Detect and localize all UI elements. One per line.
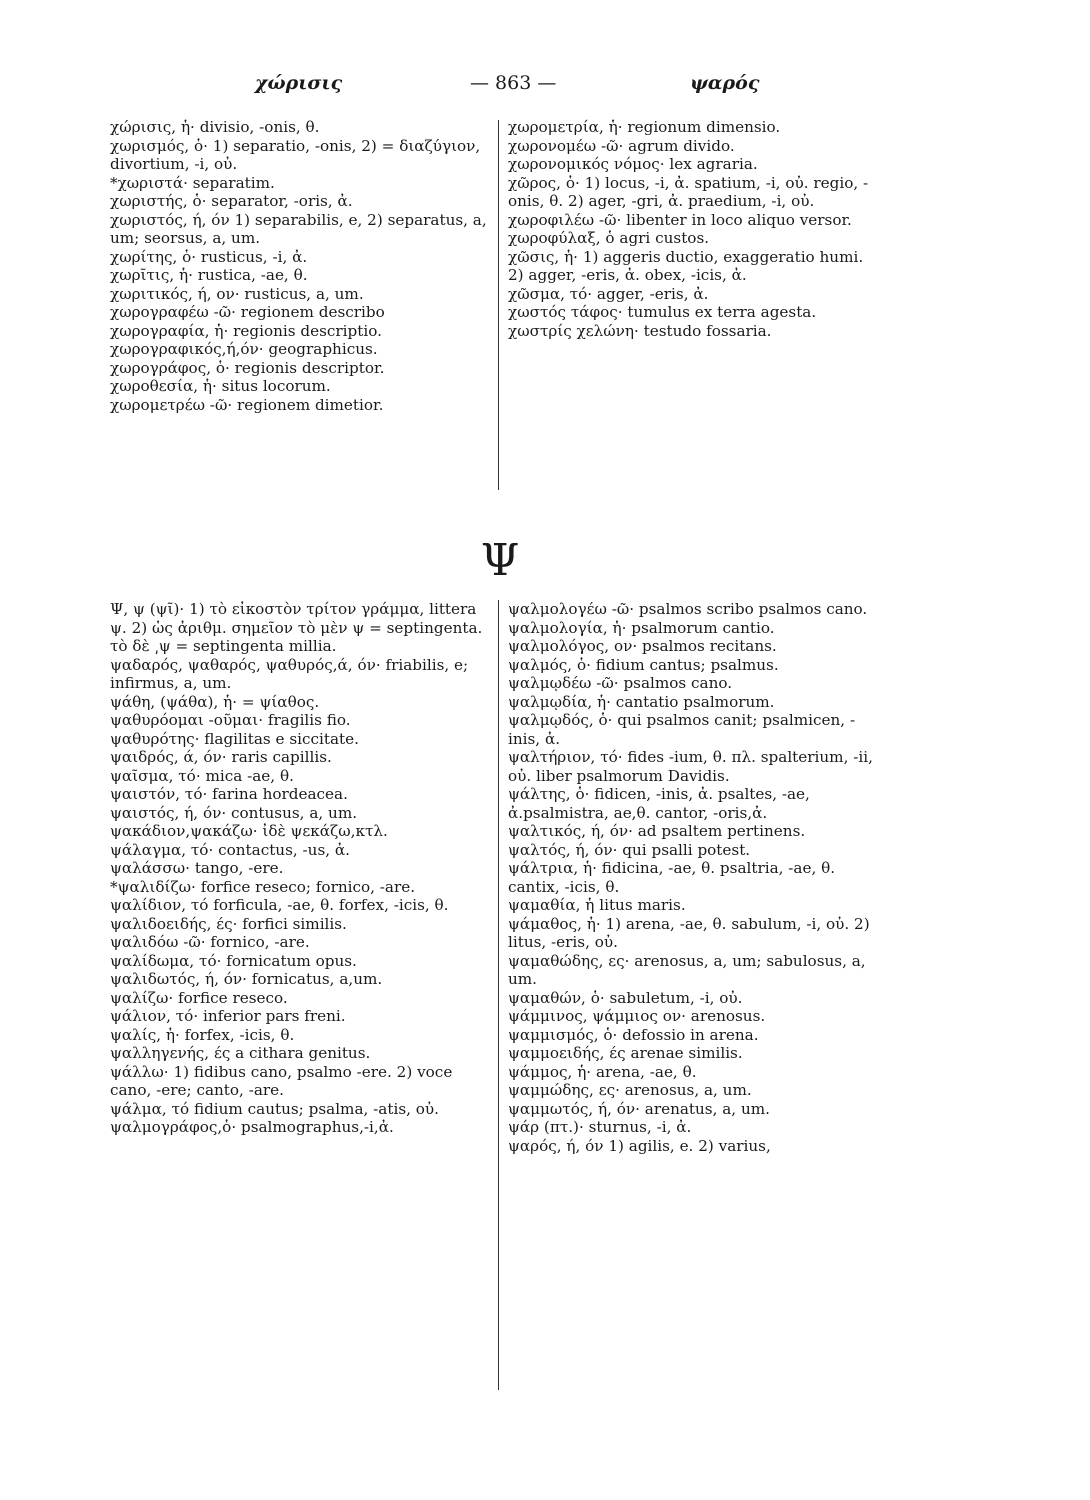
dictionary-entry: χωστός τάφος· tumulus ex terra agesta.: [508, 303, 817, 321]
dictionary-entry: χωριτικός, ή, ον· rusticus, a, um.: [110, 284, 364, 303]
dictionary-entry: χῶσις, ἡ· 1) aggeris ductio, exaggeratio humi. 2) agger, -eris, ἀ. obex, -icis, ἀ.: [508, 247, 864, 284]
page-number: — 863 —: [470, 72, 557, 94]
dictionary-entry: ψάλαγμα, τό· contactus, -us, ἀ.: [110, 840, 350, 859]
dictionary-entry: χωρογραφία, ἡ· regionis descriptio.: [110, 321, 382, 340]
column-divider: [498, 600, 499, 1390]
dictionary-entry: ψαλτός, ή, όν· qui psalli potest.: [508, 840, 751, 859]
dictionary-entry: ψαμμοειδής, ές arenae similis.: [508, 1044, 743, 1062]
dictionary-entry: χωροφιλέω -ῶ· libenter in loco aliquo versor.: [508, 210, 852, 229]
dictionary-entry: ψαλιδοειδής, ές· forfici similis.: [110, 914, 347, 933]
dictionary-entry: ψαδαρός, ψαθαρός, ψαθυρός,ά, όν· friabilis, e; infirmus, a, um.: [110, 655, 469, 692]
dictionary-entry: ψαιστός, ή, όν· contusus, a, um.: [110, 803, 358, 822]
bottom-left-column: [110, 600, 488, 1137]
dictionary-entry: ψάλτρια, ἡ· fidicina, -ae, θ. psaltria, -ae, θ. cantix, -icis, θ.: [508, 859, 836, 896]
dictionary-entry: ψαμαθών, ὁ· sabuletum, -i, οὐ.: [508, 988, 743, 1007]
dictionary-entry: ψακάδιον,ψακάζω· ἰδὲ ψεκάζω,κτλ.: [110, 822, 388, 840]
dictionary-entry: ψαθυρόομαι -οῦμαι· fragilis fio.: [110, 711, 351, 729]
header-first-word: χώρισις: [255, 72, 343, 94]
dictionary-entry: ψάμαθος, ἡ· 1) arena, -ae, θ. sabulum, -i, οὐ. 2) litus, -eris, οὐ.: [508, 914, 870, 951]
dictionary-entry: χωροθεσία, ἡ· situs locorum.: [110, 377, 331, 395]
header-last-word: ψαρός: [690, 72, 760, 94]
dictionary-entry: ψαμμωτός, ή, όν· arenatus, a, um.: [508, 1099, 770, 1118]
dictionary-entry: χωροφύλαξ, ὁ agri custos.: [508, 229, 710, 247]
dictionary-entry: χωριστής, ὁ· separator, -oris, ἀ.: [110, 192, 353, 210]
dictionary-entry: ψαλμολογέω -ῶ· psalmos scribo psalmos cano.: [508, 600, 868, 618]
dictionary-entry: ψαμμισμός, ὁ· defossio in arena.: [508, 1025, 759, 1044]
dictionary-entry: ψαλάσσω· tango, -ere.: [110, 859, 284, 877]
dictionary-entry: χωρονομέω -ῶ· agrum divido.: [508, 136, 735, 155]
dictionary-entry: ψάλιον, τό· inferior pars freni.: [110, 1007, 346, 1025]
dictionary-entry: ψαλιδόω -ῶ· fornico, -are.: [110, 933, 310, 951]
dictionary-entry: χωρίτης, ὁ· rusticus, -i, ἀ.: [110, 247, 308, 266]
dictionary-entry: ψάμμος, ἡ· arena, -ae, θ.: [508, 1062, 697, 1081]
dictionary-entry: ψαλτήριον, τό· fides -ium, θ. πλ. spalterium, -ii, οὐ. liber psalmorum Davidis.: [508, 748, 873, 785]
dictionary-entry: ψάλτης, ὁ· fidicen, -inis, ἀ. psaltes, -ae, ἀ.psalmistra, ae,θ. cantor, -oris,ἀ.: [508, 785, 810, 822]
column-divider: [498, 120, 499, 490]
dictionary-entry: ψαρός, ή, όν 1) agilis, e. 2) varius,: [508, 1136, 771, 1155]
dictionary-entry: ψαλμός, ὁ· fidium cantus; psalmus.: [508, 655, 779, 674]
dictionary-entry: ψαλμογράφος,ὁ· psalmographus,-i,ἀ.: [110, 1118, 394, 1136]
dictionary-entry: *ψαλιδίζω· forfice reseco; fornico, -are.: [110, 877, 416, 896]
dictionary-entry: ψαλιδωτός, ή, όν· fornicatus, a,um.: [110, 970, 383, 988]
dictionary-entry: ψαιδρός, ά, όν· raris capillis.: [110, 748, 332, 766]
dictionary-entry: *χωριστά· separatim.: [110, 173, 275, 192]
top-right-column: [508, 118, 873, 340]
dictionary-entry: χῶσμα, τό· agger, -eris, ἀ.: [508, 284, 709, 303]
bottom-right-column: [508, 600, 873, 1155]
dictionary-entry: ψάρ (πτ.)· sturnus, -i, ἀ.: [508, 1118, 692, 1136]
dictionary-entry: χωρομετρέω -ῶ· regionem dimetior.: [110, 395, 384, 414]
dictionary-entry: ψαλμολογία, ἡ· psalmorum cantio.: [508, 618, 775, 637]
dictionary-entry: χώρισις, ἡ· divisio, -onis, θ.: [110, 118, 320, 136]
dictionary-entry: ψαθυρότης· flagilitas e siccitate.: [110, 729, 359, 748]
dictionary-entry: χωστρίς χελώνη· testudo fossaria.: [508, 321, 772, 340]
dictionary-entry: ψαλίς, ἡ· forfex, -icis, θ.: [110, 1025, 295, 1044]
dictionary-entry: ψάλμα, τό fidium cautus; psalma, -atis, οὐ.: [110, 1099, 439, 1118]
page-header: [0, 72, 1090, 102]
dictionary-entry: χωρογράφος, ὁ· regionis descriptor.: [110, 358, 385, 377]
section-letter-heading: Ψ: [480, 535, 520, 586]
dictionary-entry: χωρογραφέω -ῶ· regionem describo: [110, 303, 385, 321]
dictionary-entry: χωρονομικός νόμος· lex agraria.: [508, 155, 758, 173]
dictionary-entry: ψαμμώδης, ες· arenosus, a, um.: [508, 1081, 752, 1099]
dictionary-entry: ψαλίδωμα, τό· fornicatum opus.: [110, 951, 357, 970]
dictionary-entry: ψαλμολόγος, ον· psalmos recitans.: [508, 637, 777, 655]
dictionary-entry: χωριστός, ή, όν 1) separabilis, e, 2) separatus, a, um; seorsus, a, um.: [110, 210, 487, 247]
dictionary-entry: χῶρος, ὁ· 1) locus, -i, ἀ. spatium, -i, οὐ. regio, -onis, θ. 2) ager, -gri, ἀ. praedium, -i, οὐ.: [508, 173, 869, 210]
dictionary-entry: ψαλτικός, ή, όν· ad psaltem pertinens.: [508, 822, 806, 840]
dictionary-entry: ψαλληγενής, ές a cithara genitus.: [110, 1044, 371, 1062]
dictionary-entry: ψαμαθία, ἡ litus maris.: [508, 896, 686, 914]
dictionary-entry: χωρῖτις, ἡ· rustica, -ae, θ.: [110, 266, 308, 284]
dictionary-entry: ψαλμῳδέω -ῶ· psalmos cano.: [508, 674, 733, 692]
dictionary-entry: ψαλίδιον, τό forficula, -ae, θ. forfex, -icis, θ.: [110, 896, 449, 914]
top-left-column: [110, 118, 488, 414]
dictionary-entry: χωρισμός, ὁ· 1) separatio, -onis, 2) = διαζύγιον, divortium, -i, οὐ.: [110, 136, 481, 173]
dictionary-entry: ψαῖσμα, τό· mica -ae, θ.: [110, 766, 294, 785]
dictionary-entry: ψαλμῳδός, ὁ· qui psalmos canit; psalmicen, -inis, ἀ.: [508, 711, 856, 748]
dictionary-entry: ψάλλω· 1) fidibus cano, psalmo -ere. 2) voce cano, -ere; canto, -are.: [110, 1062, 453, 1099]
dictionary-entry: χωρογραφικός,ή,όν· geographicus.: [110, 340, 378, 358]
dictionary-entry: ψάμμινος, ψάμμιος ον· arenosus.: [508, 1007, 766, 1025]
dictionary-entry: χωρομετρία, ἡ· regionum dimensio.: [508, 118, 781, 136]
dictionary-entry: ψαμαθώδης, ες· arenosus, a, um; sabulosus, a, um.: [508, 951, 866, 988]
dictionary-entry: ψαιστόν, τό· farina hordeacea.: [110, 785, 348, 803]
dictionary-entry: ψαλίζω· forfice reseco.: [110, 988, 288, 1007]
dictionary-entry: ψάθη, (ψάθα), ἡ· = ψίαθος.: [110, 692, 320, 711]
dictionary-entry: Ψ, ψ (ψῖ)· 1) τὸ εἰκοστὸν τρίτον γράμμα, littera ψ. 2) ὡς ἀριθμ. σημεῖον τὸ μὲν ψ = septingenta. τὸ δὲ ͵ψ = septingenta millia.: [110, 600, 483, 655]
dictionary-entry: ψαλμῳδία, ἡ· cantatio psalmorum.: [508, 692, 775, 711]
